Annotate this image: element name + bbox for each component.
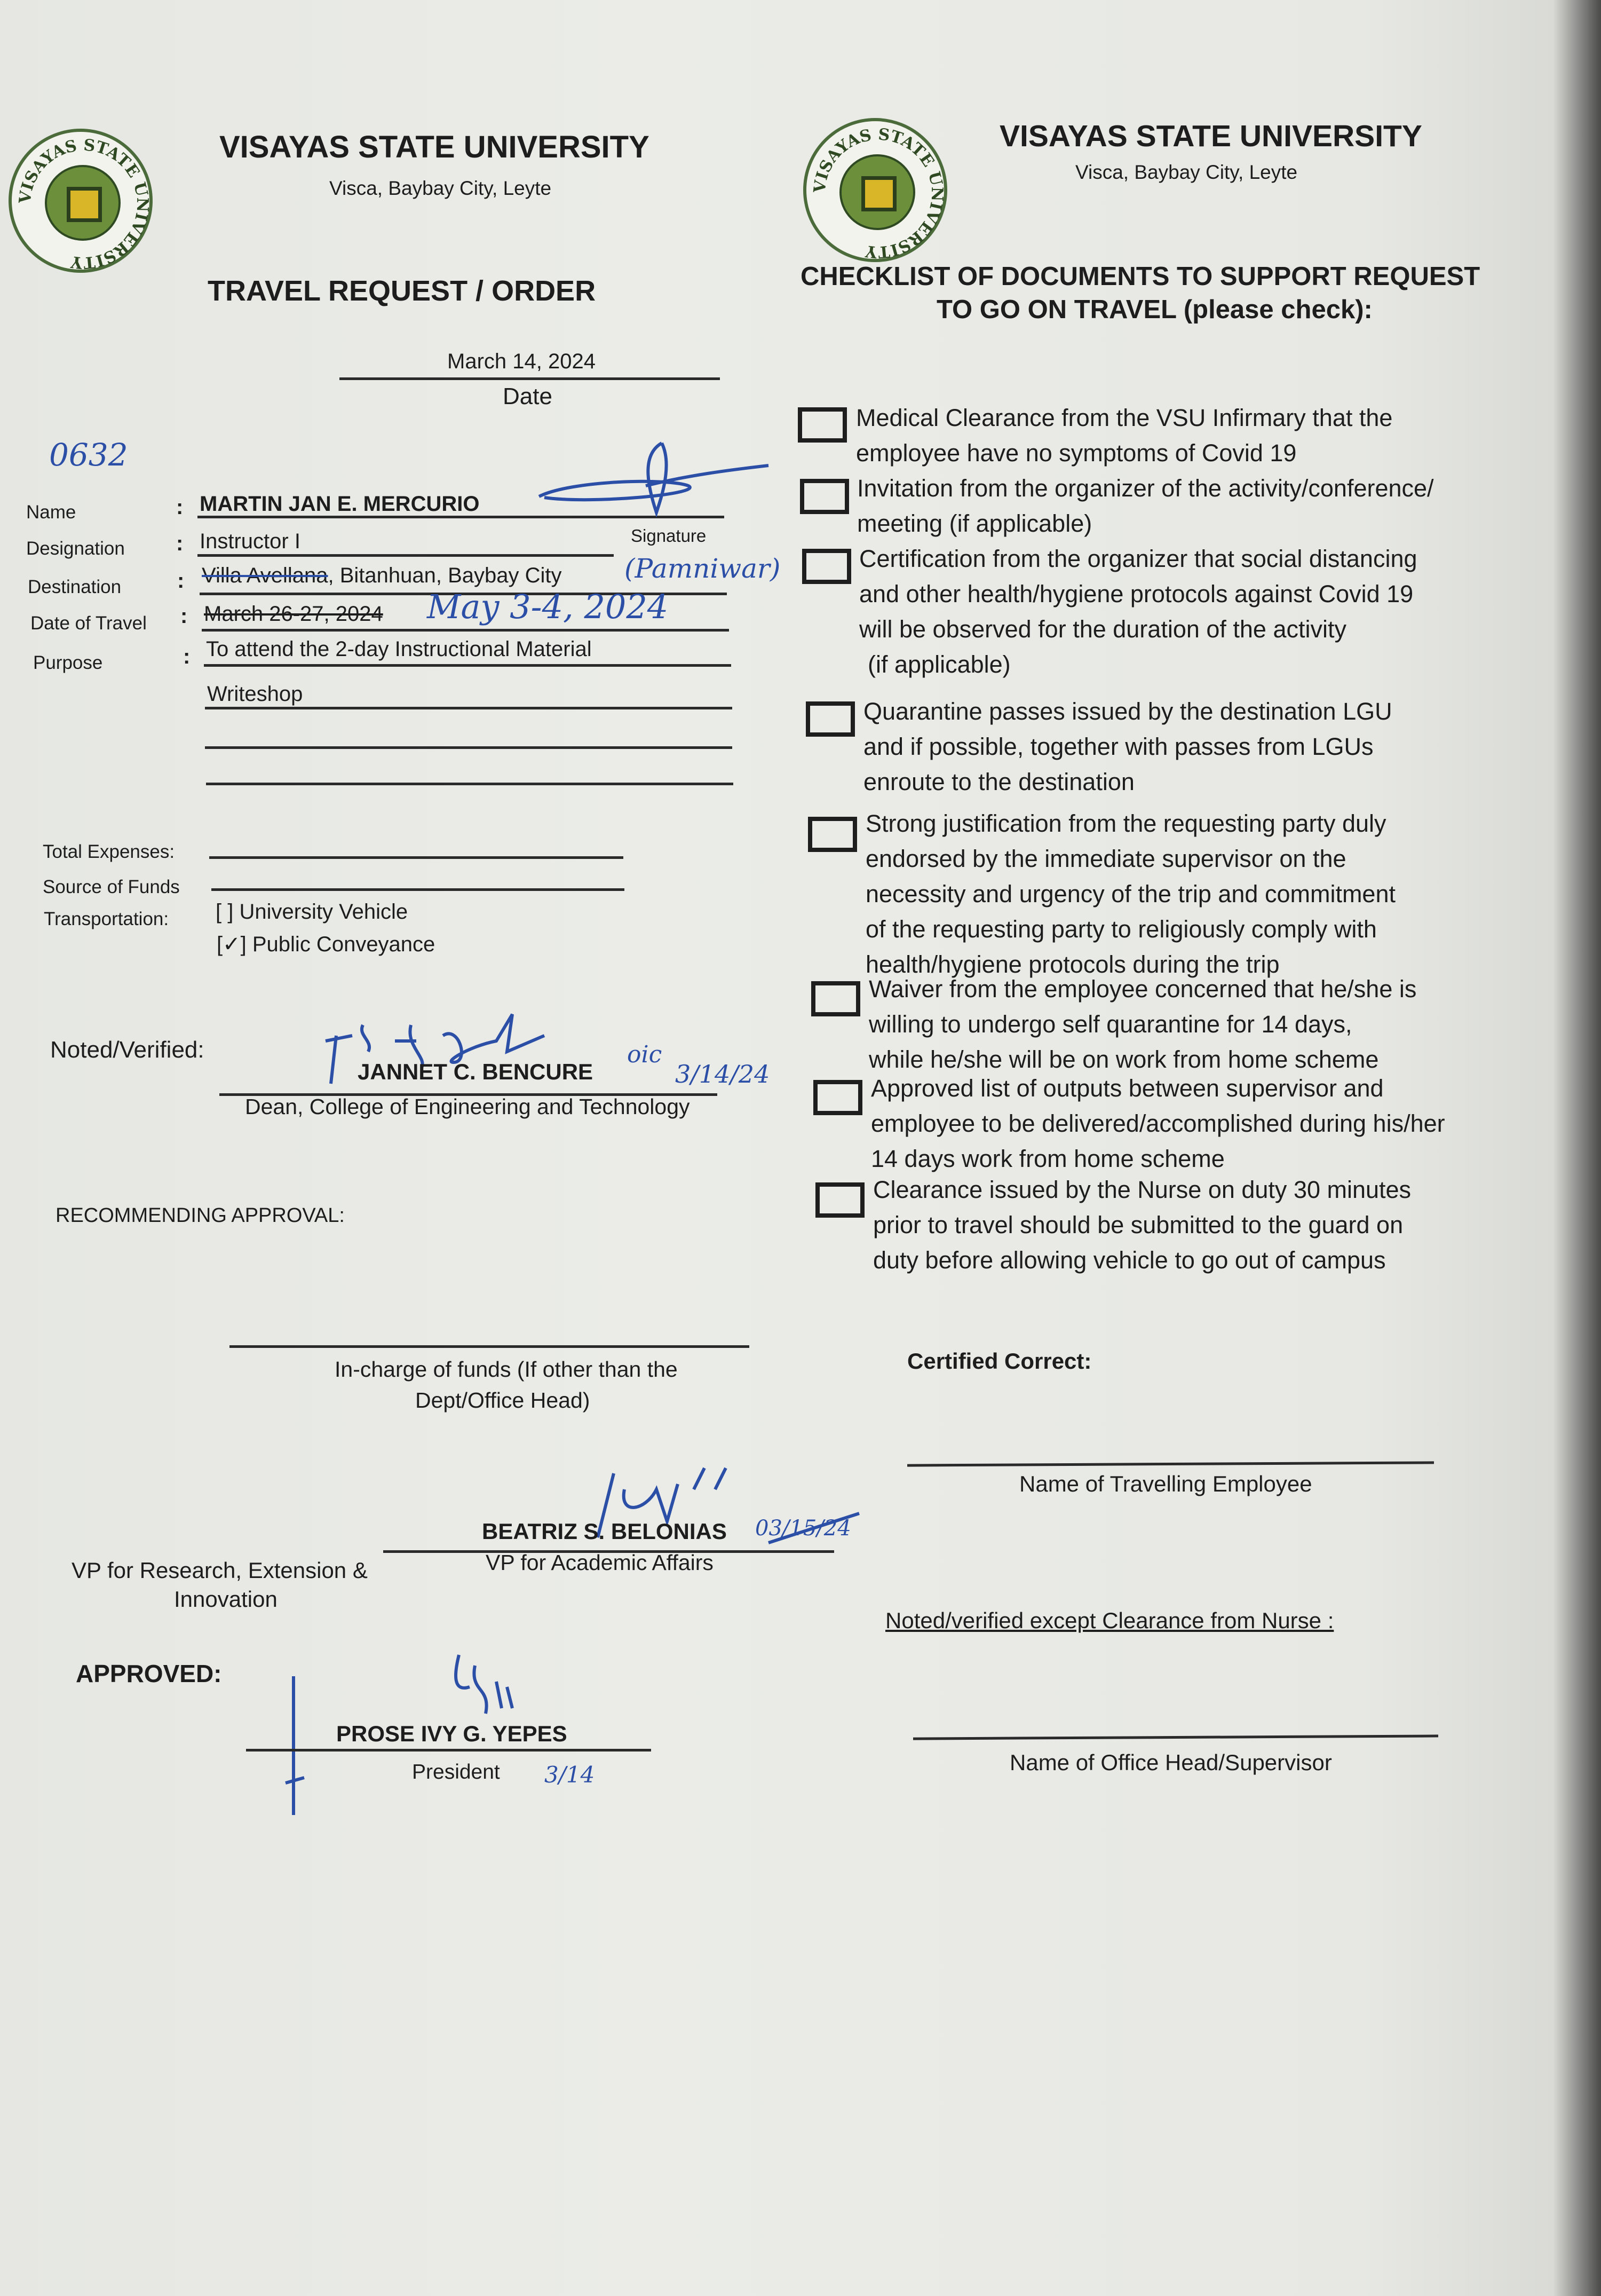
item-line: Waiver from the employee concerned that he/she is — [869, 975, 1417, 1003]
checklist-item-quarantine-passes — [863, 694, 1392, 800]
transport-option-university-vehicle[interactable] — [216, 900, 408, 924]
vp-research-label-line-2: Innovation — [174, 1587, 278, 1612]
request-date: March 14, 2024 — [447, 350, 596, 373]
travelling-employee-signature-line — [907, 1461, 1434, 1466]
designation-line — [197, 554, 614, 557]
item-line: meeting (if applicable) — [857, 510, 1092, 537]
item-line: Approved list of outputs between supervisor and — [871, 1075, 1384, 1102]
destination-rest: , Bitanhuan, Baybay City — [328, 564, 562, 587]
dean-oic-note: oic — [627, 1041, 662, 1068]
checklist-item-strong-justification — [866, 806, 1396, 982]
item-line: Invitation from the organizer of the activity/conference/ — [857, 475, 1434, 502]
approved-label: APPROVED: — [76, 1660, 222, 1687]
destination-label: Destination — [28, 577, 122, 597]
checklist-checkbox-invitation[interactable] — [800, 479, 849, 514]
university-address: Visca, Baybay City, Leyte — [329, 177, 552, 199]
date-line — [339, 377, 720, 380]
president-name: PROSE IVY G. YEPES — [336, 1721, 567, 1746]
dean-sign-date: 3/14/24 — [675, 1060, 770, 1088]
purpose-blank-line — [206, 783, 733, 785]
colon: : — [176, 532, 184, 555]
item-line: of the requesting party to religiously comply with — [866, 916, 1377, 943]
option-label: Public Conveyance — [252, 933, 435, 956]
checklist-item-medical-clearance — [856, 400, 1392, 471]
date-of-travel-line — [202, 629, 729, 632]
noted-verified-label: Noted/Verified: — [50, 1037, 204, 1063]
item-line: (if applicable) — [868, 651, 1011, 678]
item-line: prior to travel should be submitted to the guard on — [873, 1211, 1404, 1238]
incharge-signature-line — [229, 1345, 749, 1348]
item-line: and if possible, together with passes from LGUs — [863, 733, 1374, 760]
option-label: University Vehicle — [239, 900, 408, 924]
form-title: TRAVEL REQUEST / ORDER — [208, 275, 596, 307]
date-of-travel-handwritten: May 3-4, 2024 — [427, 587, 669, 626]
employee-signature — [528, 432, 774, 518]
colon: : — [177, 569, 185, 593]
destination-handwritten: (Pamniwar) — [624, 553, 781, 584]
purpose-line-2: Writeshop — [207, 682, 303, 706]
colon: : — [183, 645, 191, 668]
checklist-checkbox-strong-justification[interactable] — [808, 817, 857, 852]
total-expenses-line — [209, 856, 623, 859]
date-label: Date — [503, 383, 552, 409]
source-of-funds-line — [211, 888, 624, 891]
vpaa-name: BEATRIZ S. BELONIAS — [482, 1519, 727, 1544]
item-line: and other health/hygiene protocols against Covid 19 — [859, 580, 1414, 607]
vp-research-label-line-1: VP for Research, Extension & — [72, 1558, 368, 1583]
office-head-label: Name of Office Head/Supervisor — [1010, 1750, 1332, 1775]
checklist-item-approved-outputs — [871, 1071, 1445, 1177]
university-seal-right — [803, 118, 947, 262]
checklist-item-certification — [859, 541, 1417, 682]
seal-text: VISAYAS STATE UNIVERSITY — [15, 136, 152, 272]
president-sign-date: 3/14 — [544, 1762, 595, 1788]
checklist-item-nurse-clearance — [873, 1172, 1411, 1278]
item-line: Medical Clearance from the VSU Infirmary that the — [856, 404, 1393, 431]
checklist-checkbox-medical-clearance[interactable] — [798, 407, 847, 443]
item-line: willing to undergo self quarantine for 14 days, — [869, 1011, 1352, 1038]
university-address: Visca, Baybay City, Leyte — [1075, 161, 1298, 183]
transport-option-public-conveyance[interactable] — [217, 932, 435, 957]
dean-name: JANNET C. BENCURE — [358, 1059, 593, 1084]
checkbox-public-conveyance[interactable]: [✓] — [217, 933, 247, 956]
destination-value — [202, 564, 562, 588]
item-line: duty before allowing vehicle to go out of campus — [873, 1246, 1386, 1274]
president-signature-line — [246, 1749, 651, 1751]
item-line: enroute to the destination — [863, 768, 1135, 795]
colon: : — [180, 604, 188, 628]
certified-correct-label: Certified Correct: — [907, 1348, 1092, 1374]
item-line: Clearance issued by the Nurse on duty 30 minutes — [873, 1176, 1412, 1203]
checklist-title-line-1: CHECKLIST OF DOCUMENTS TO SUPPORT REQUEST — [800, 262, 1480, 291]
item-line: while he/she will be on work from home scheme — [869, 1046, 1379, 1073]
checklist-item-invitation — [857, 471, 1434, 541]
purpose-line — [204, 664, 731, 667]
travelling-employee-label: Name of Travelling Employee — [1019, 1471, 1312, 1496]
incharge-label-line-1: In-charge of funds (If other than the — [335, 1357, 678, 1382]
item-line: will be observed for the duration of the activity — [859, 616, 1346, 643]
vpaa-sign-date: 03/15/24 — [755, 1516, 851, 1541]
item-line: health/hygiene protocols during the trip — [866, 951, 1280, 978]
item-line: 14 days work from home scheme — [871, 1145, 1225, 1172]
name-value: MARTIN JAN E. MERCURIO — [200, 492, 480, 516]
university-seal-left — [9, 129, 153, 273]
checklist-checkbox-quarantine-passes[interactable] — [806, 701, 855, 737]
date-of-travel-label: Date of Travel — [30, 613, 147, 634]
item-line: employee have no symptoms of Covid 19 — [856, 439, 1297, 467]
total-expenses-label: Total Expenses: — [43, 841, 175, 862]
vpaa-position: VP for Academic Affairs — [486, 1550, 714, 1575]
name-label: Name — [26, 502, 76, 523]
designation-value: Instructor I — [200, 530, 300, 553]
office-head-signature-line — [913, 1734, 1438, 1740]
item-line: Quarantine passes issued by the destination LGU — [863, 698, 1392, 725]
checklist-checkbox-nurse-clearance[interactable] — [815, 1182, 865, 1218]
dean-position: Dean, College of Engineering and Technology — [245, 1094, 690, 1119]
date-of-travel-struck: March 26-27, 2024 — [204, 602, 383, 626]
colon: : — [176, 495, 184, 519]
checklist-checkbox-approved-outputs[interactable] — [813, 1080, 862, 1115]
noted-except-nurse-label: Noted/verified except Clearance from Nurse : — [885, 1608, 1334, 1633]
item-line: Strong justification from the requesting party duly — [866, 810, 1386, 837]
purpose-line-1: To attend the 2-day Instructional Material — [206, 637, 592, 661]
purpose-blank-line — [205, 746, 732, 749]
checkbox-university-vehicle[interactable]: [ ] — [216, 900, 234, 924]
item-line: Certification from the organizer that social distancing — [859, 545, 1417, 572]
handwritten-number: 0632 — [49, 437, 128, 473]
university-name: VISAYAS STATE UNIVERSITY — [1000, 119, 1422, 153]
destination-struck: Villa Avellana — [202, 564, 328, 587]
incharge-label-line-2: Dept/Office Head) — [415, 1388, 590, 1413]
checklist-checkbox-certification[interactable] — [802, 549, 851, 584]
president-position: President — [412, 1761, 500, 1784]
purpose-label: Purpose — [33, 652, 103, 673]
signature-label: Signature — [631, 526, 707, 546]
item-line: employee to be delivered/accomplished during his/her — [871, 1110, 1445, 1137]
source-of-funds-label: Source of Funds — [43, 877, 180, 897]
designation-label: Designation — [26, 538, 125, 559]
item-line: endorsed by the immediate supervisor on the — [866, 845, 1346, 872]
checklist-title-line-2: TO GO ON TRAVEL (please check): — [937, 295, 1373, 324]
recommending-approval-label: RECOMMENDING APPROVAL: — [56, 1204, 345, 1227]
seal-text: VISAYAS STATE UNIVERSITY — [810, 125, 947, 262]
item-line: necessity and urgency of the trip and commitment — [866, 880, 1396, 908]
checklist-item-waiver — [869, 972, 1416, 1077]
purpose-line — [205, 707, 732, 709]
university-name: VISAYAS STATE UNIVERSITY — [219, 130, 649, 164]
transportation-label: Transportation: — [44, 909, 169, 929]
vpaa-date-stroke — [758, 1505, 865, 1553]
checklist-checkbox-waiver[interactable] — [811, 981, 860, 1016]
